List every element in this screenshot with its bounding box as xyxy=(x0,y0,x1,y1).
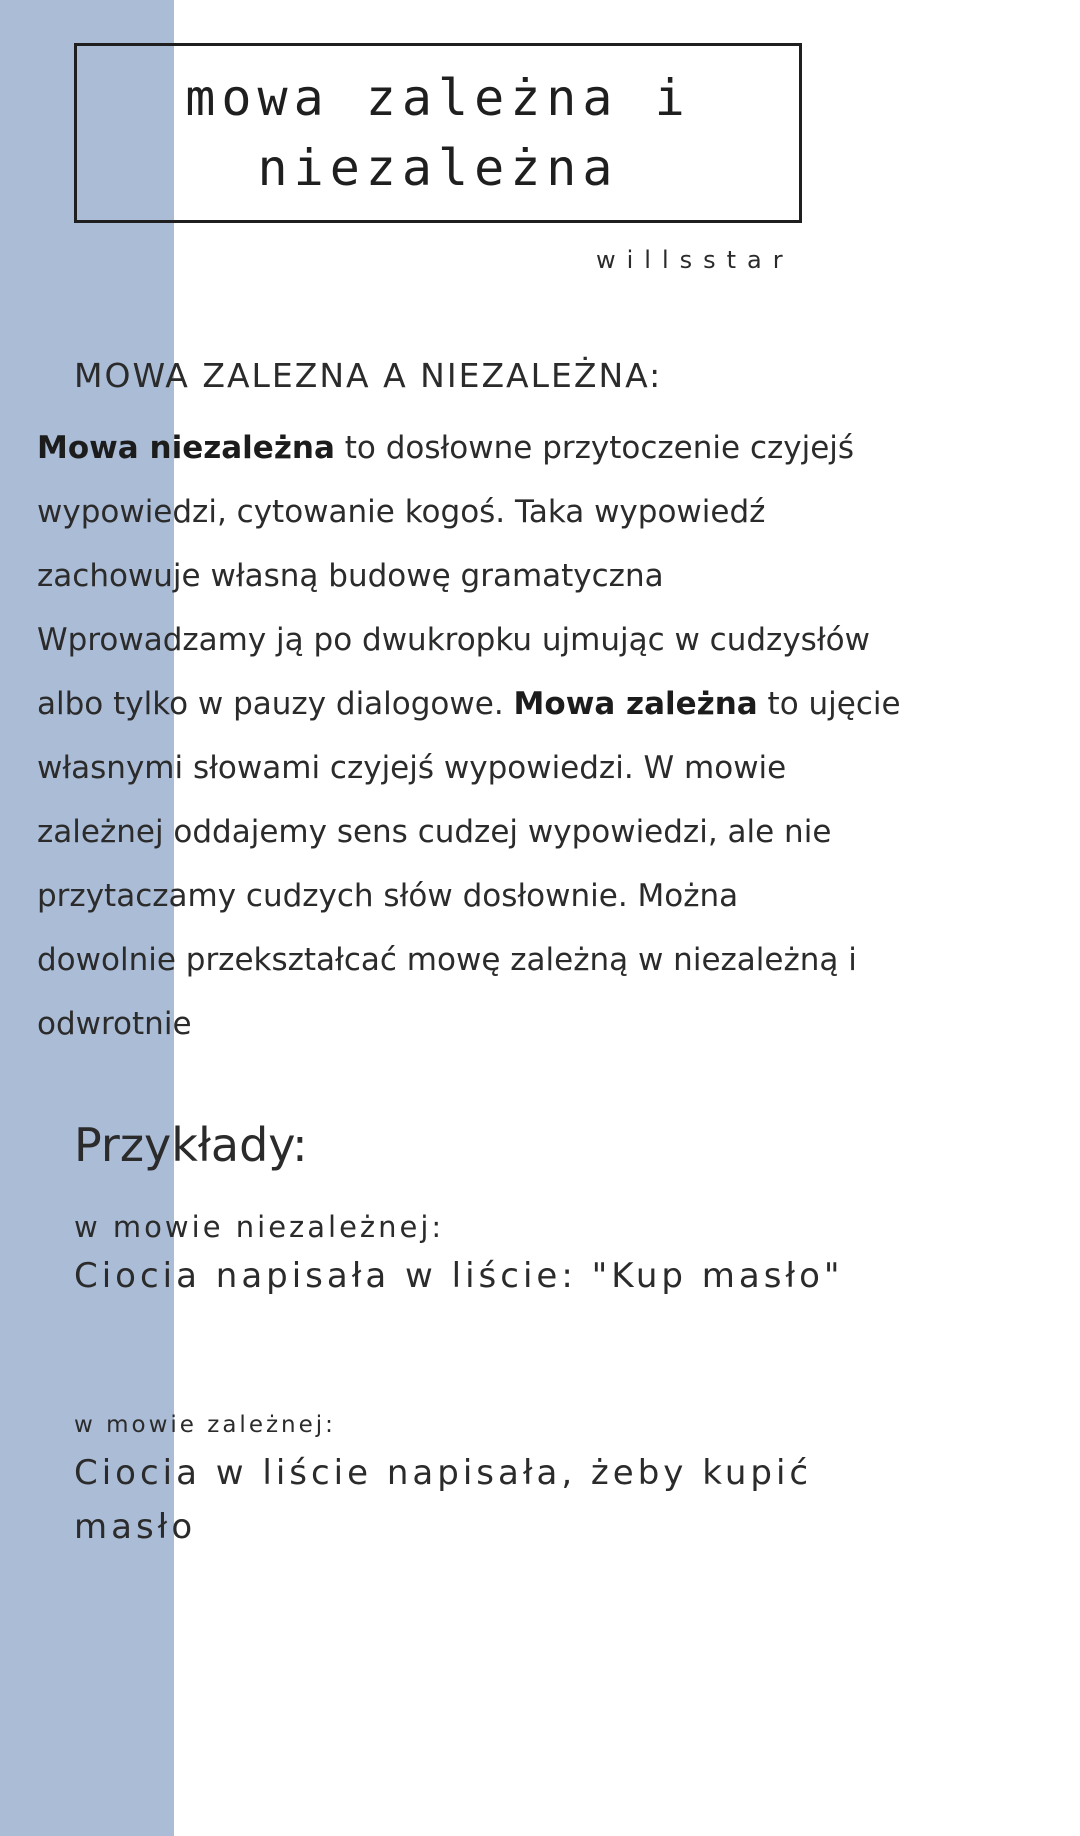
definition-paragraph xyxy=(37,416,1057,1056)
example-label-independent: w mowie niezależnej: xyxy=(74,1210,445,1244)
paragraph-line: Wprowadzamy ją po dwukropku ujmując w cudzysłów xyxy=(37,622,870,658)
paragraph-line xyxy=(37,672,1057,736)
paragraph-text: albo tylko w pauzy dialogowe. xyxy=(37,686,514,722)
section-heading: MOWA ZALEZNA A NIEZALEŻNA: xyxy=(74,356,663,395)
term-independent-speech: Mowa niezależna xyxy=(37,430,335,466)
author-name: willsstar xyxy=(596,246,794,274)
paragraph-line: odwrotnie xyxy=(37,1006,192,1042)
paragraph-line: zależnej oddajemy sens cudzej wypowiedzi, ale nie xyxy=(37,814,832,850)
example-text-independent: Ciocia napisała w liście: "Kup masło" xyxy=(74,1256,844,1296)
example-text-dependent xyxy=(74,1446,934,1554)
examples-heading: Przykłady: xyxy=(74,1118,308,1172)
title-box xyxy=(74,43,802,223)
title-line-2: niezależna xyxy=(257,139,619,197)
page-title xyxy=(185,63,690,203)
paragraph-line xyxy=(37,416,1057,480)
paragraph-text: to ujęcie xyxy=(757,686,901,722)
title-line-1: mowa zależna i xyxy=(185,69,691,127)
paragraph-line: własnymi słowami czyjejś wypowiedzi. W mowie xyxy=(37,750,787,786)
example-label-dependent: w mowie zależnej: xyxy=(74,1412,336,1438)
paragraph-line: dowolnie przekształcać mowę zależną w niezależną i xyxy=(37,942,857,978)
example-line: masło xyxy=(74,1507,197,1547)
paragraph-line: zachowuje własną budowę gramatyczna xyxy=(37,558,664,594)
paragraph-text: to dosłowne przytoczenie czyjejś xyxy=(334,430,855,466)
term-dependent-speech: Mowa zależna xyxy=(513,686,758,722)
example-line: Ciocia w liście napisała, żeby kupić xyxy=(74,1453,813,1493)
paragraph-line: wypowiedzi, cytowanie kogoś. Taka wypowiedź xyxy=(37,494,766,530)
paragraph-line: przytaczamy cudzych słów dosłownie. Można xyxy=(37,878,739,914)
